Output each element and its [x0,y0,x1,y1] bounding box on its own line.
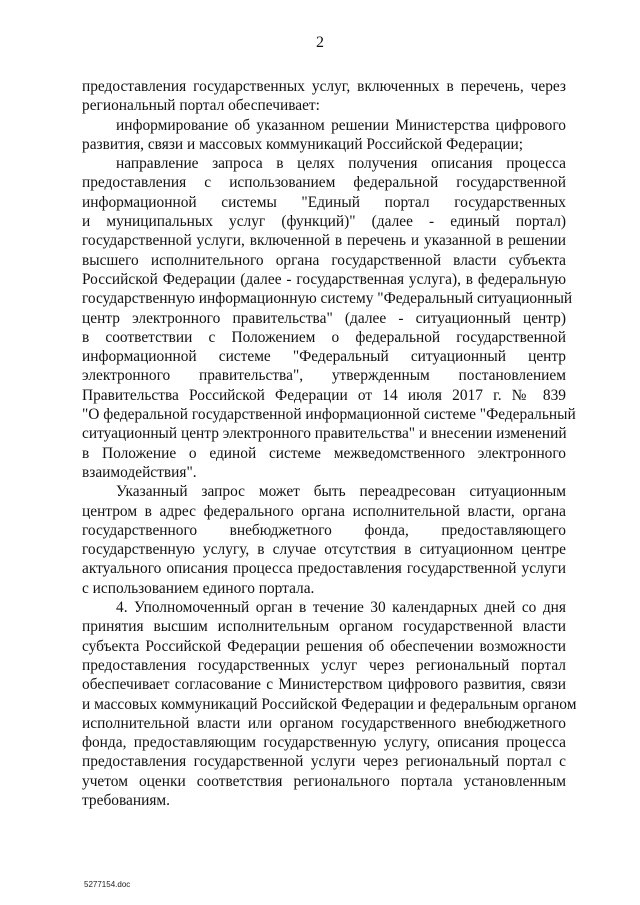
paragraph [82,116,566,155]
text-line: принятия высшим исполнительным органом государственной власти [82,618,566,636]
text-line: развития, связи и массовых коммуникаций Российской Федерации; [82,135,524,153]
paragraph [82,482,566,598]
text-line: Российской Федерации (далее - государственная услуга), в федеральную [82,270,566,288]
paragraph [82,77,566,116]
text-line: с использованием единого портала. [82,579,315,597]
text-line: информационной системы "Единый портал государственных [82,193,566,211]
text-line: центр электронного правительства" (далее - ситуационный центр) [82,309,566,327]
text-line: Правительства Российской Федерации от 14 июля 2017 г. № 839 [82,386,566,404]
paragraph [82,598,577,810]
page-number: 2 [316,34,324,51]
text-line: обеспечивает согласование с Министерством цифрового развития, связи [82,676,566,694]
text-line: субъекта Российской Федерации решения об обеспечении возможности [82,637,566,655]
text-line: исполнительной власти или органом государственного внебюджетного [82,714,566,732]
text-line: и муниципальных услуг (функций)" (далее - единый портал) [82,213,566,231]
text-line: ситуационный центр электронного правительства" и внесении изменений [82,425,567,443]
text-line: фонда, предоставляющим государственную услугу, описания процесса [82,734,566,752]
text-line: Указанный запрос может быть переадресован ситуационным [116,483,566,501]
paragraph [82,154,576,482]
text-line: государственную услугу, в случае отсутствия в ситуационном центре [82,541,566,559]
text-line: направление запроса в целях получения описания процесса [116,155,566,173]
text-line: региональный портал обеспечивает: [82,97,320,115]
text-line: учетом оценки соответствия регионального портала установленным [82,772,566,790]
file-name-footer: 5277154.doc [84,880,131,889]
text-line: требованиям. [82,791,171,809]
text-line: государственной услуги, включенной в перечень и указанной в решении [82,232,566,250]
text-line: предоставления государственной услуги через региональный портал с [82,753,566,771]
text-line: государственного внебюджетного фонда, предоставляющего [82,521,566,539]
text-line: предоставления государственных услуг через региональный портал [82,656,566,674]
text-line: высшего исполнительного органа государственной власти субъекта [82,251,566,269]
text-line: и массовых коммуникаций Российской Федерации и федеральным органом [82,695,577,713]
text-line: предоставления с использованием федеральной государственной [82,174,566,192]
text-line: в соответствии с Положением о федеральной государственной [82,328,566,346]
text-line: взаимодействия". [82,463,197,481]
text-line: "О федеральной государственной информационной системе "Федеральный [82,406,576,424]
text-line: предоставления государственных услуг, включенных в перечень, через [82,78,566,95]
text-line: информационной системе "Федеральный ситуационный центр [82,348,566,366]
text-line: центром в адрес федерального органа исполнительной власти, органа [82,502,566,520]
text-line: 4. Уполномоченный орган в течение 30 календарных дней со дня [116,599,566,617]
text-line: информирование об указанном решении Министерства цифрового [116,116,566,134]
document-body [82,77,577,810]
text-line: государственную информационную систему "Федеральный ситуационный [82,290,573,308]
text-line: актуального описания процесса предоставления государственной услуги [82,560,566,578]
text-line: электронного правительства", утвержденным постановлением [82,367,566,385]
text-line: в Положение о единой системе межведомственного электронного [82,444,566,462]
